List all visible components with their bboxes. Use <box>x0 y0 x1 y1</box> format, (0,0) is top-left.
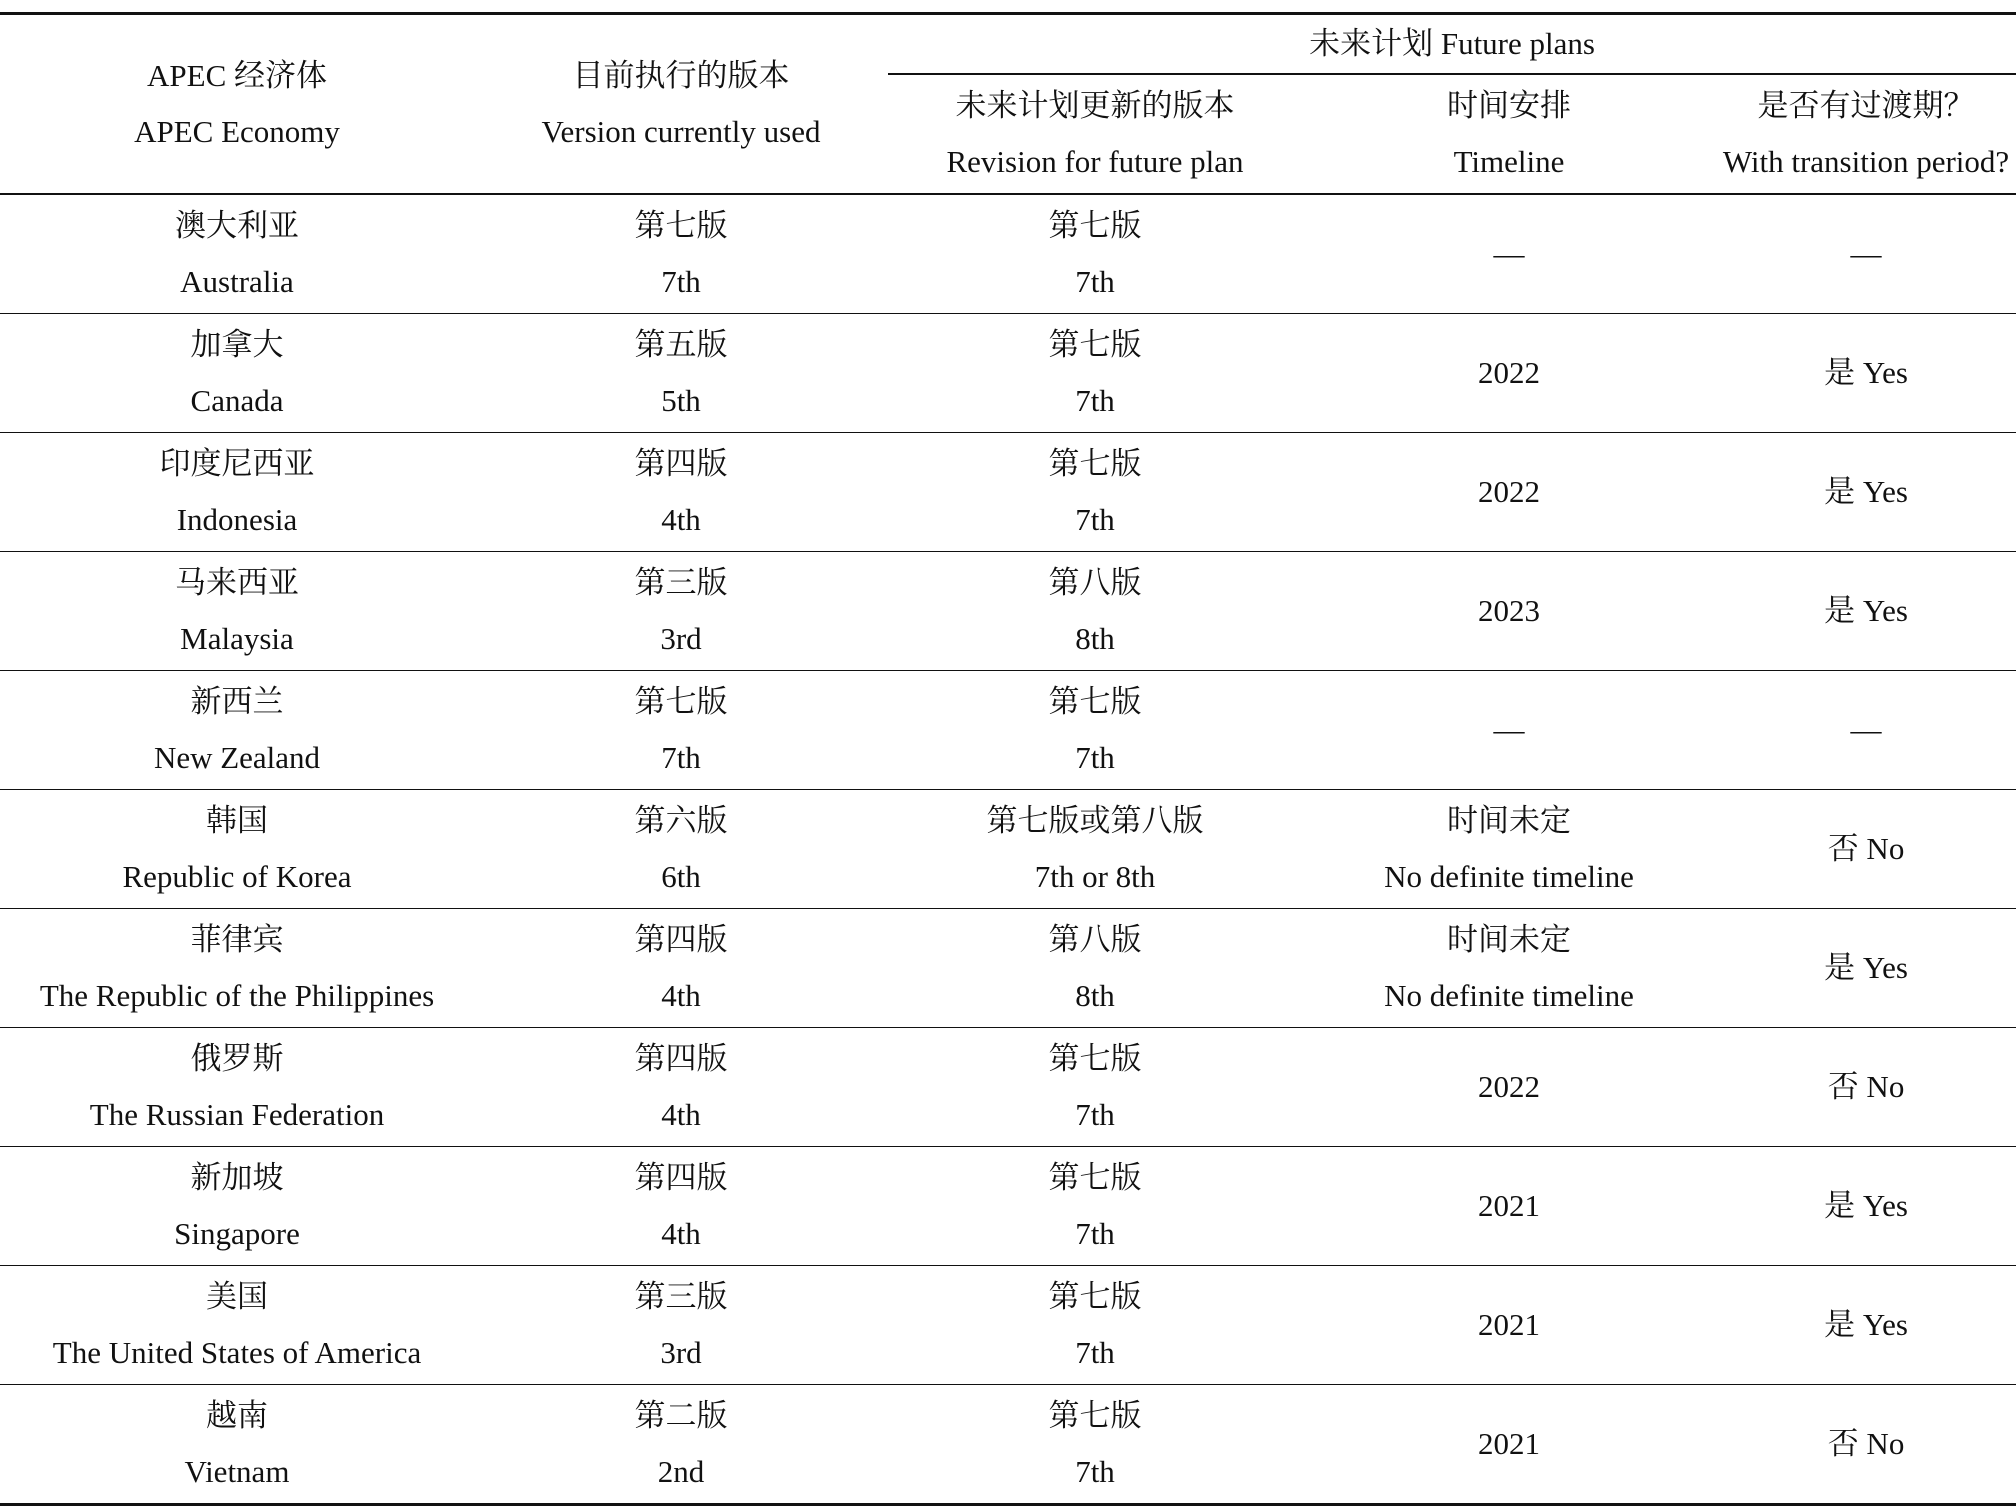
cell-current-version-cn: 第六版 <box>634 803 728 838</box>
cell-current-version-en: 2nd <box>657 1454 705 1489</box>
table-row <box>0 1266 2016 1385</box>
cell-economy-en: Australia <box>180 264 294 299</box>
cell-revision-cn: 第七版 <box>1048 1160 1142 1195</box>
cell-revision-cn: 第七版 <box>1048 446 1142 481</box>
cell-revision-en: 7th <box>1075 502 1115 537</box>
cell-current-version-cn: 第四版 <box>634 446 728 481</box>
table-header <box>0 14 2016 195</box>
cell-timeline-value: 2022 <box>1478 1069 1540 1104</box>
cell-economy <box>0 433 474 552</box>
table-row <box>0 671 2016 790</box>
cell-current-version-cn: 第四版 <box>634 922 728 957</box>
cell-transition <box>1716 1266 2016 1385</box>
cell-transition <box>1716 1028 2016 1147</box>
cell-timeline-value: 2021 <box>1478 1188 1540 1223</box>
cell-revision-cn: 第七版 <box>1048 208 1142 243</box>
cell-revision <box>888 194 1302 314</box>
cell-current-version-cn: 第二版 <box>634 1398 728 1433</box>
header-timeline-cn: 时间安排 <box>1447 88 1571 123</box>
cell-revision-cn: 第八版 <box>1048 565 1142 600</box>
cell-timeline <box>1302 1028 1716 1147</box>
cell-transition-value: 否 No <box>1827 1069 1905 1104</box>
cell-current-version <box>474 552 888 671</box>
cell-transition-value: 否 No <box>1827 831 1905 866</box>
table-row <box>0 194 2016 314</box>
cell-economy-cn: 新加坡 <box>190 1160 284 1195</box>
cell-transition-value: 是 Yes <box>1824 355 1908 390</box>
cell-revision-en: 8th <box>1075 978 1115 1013</box>
cell-timeline-value: 2022 <box>1478 474 1540 509</box>
cell-timeline <box>1302 552 1716 671</box>
cell-current-version-cn: 第三版 <box>634 1279 728 1314</box>
cell-current-version-cn: 第七版 <box>634 684 728 719</box>
header-current-version <box>474 14 888 195</box>
cell-timeline <box>1302 671 1716 790</box>
cell-current-version <box>474 1028 888 1147</box>
cell-revision-en: 7th <box>1075 1454 1115 1489</box>
cell-transition <box>1716 194 2016 314</box>
cell-economy-en: Singapore <box>174 1216 300 1251</box>
cell-economy-en: Republic of Korea <box>122 859 352 894</box>
cell-revision <box>888 552 1302 671</box>
cell-current-version <box>474 194 888 314</box>
cell-current-version <box>474 1266 888 1385</box>
cell-revision <box>888 909 1302 1028</box>
cell-timeline <box>1302 909 1716 1028</box>
header-timeline <box>1302 74 1716 194</box>
header-revision-en: Revision for future plan <box>946 144 1244 179</box>
cell-economy <box>0 909 474 1028</box>
header-transition <box>1716 74 2016 194</box>
cell-current-version-cn: 第四版 <box>634 1041 728 1076</box>
cell-timeline <box>1302 194 1716 314</box>
cell-current-version-en: 4th <box>661 502 701 537</box>
cell-economy-cn: 加拿大 <box>190 327 284 362</box>
cell-economy <box>0 1028 474 1147</box>
cell-economy-cn: 越南 <box>206 1398 268 1433</box>
table-row <box>0 314 2016 433</box>
cell-transition <box>1716 1385 2016 1505</box>
header-current-cn: 目前执行的版本 <box>572 58 790 93</box>
table-row <box>0 552 2016 671</box>
cell-revision-en: 8th <box>1075 621 1115 656</box>
cell-economy <box>0 790 474 909</box>
header-economy <box>0 14 474 195</box>
table-row <box>0 433 2016 552</box>
table-row <box>0 1028 2016 1147</box>
cell-revision <box>888 433 1302 552</box>
cell-revision <box>888 790 1302 909</box>
cell-transition-value: 是 Yes <box>1824 950 1908 985</box>
cell-revision-en: 7th <box>1075 1335 1115 1370</box>
cell-timeline-value: — <box>1493 712 1525 747</box>
cell-revision <box>888 314 1302 433</box>
cell-economy-en: New Zealand <box>153 740 321 775</box>
cell-transition <box>1716 790 2016 909</box>
cell-timeline-value: 2022 <box>1478 355 1540 390</box>
cell-revision-en: 7th <box>1075 1097 1115 1132</box>
cell-current-version-en: 7th <box>661 264 701 299</box>
cell-economy-cn: 菲律宾 <box>190 922 284 957</box>
cell-transition <box>1716 1147 2016 1266</box>
cell-revision-en: 7th <box>1075 264 1115 299</box>
cell-current-version <box>474 909 888 1028</box>
cell-revision <box>888 671 1302 790</box>
cell-current-version-cn: 第七版 <box>634 208 728 243</box>
cell-transition <box>1716 909 2016 1028</box>
header-revision <box>888 74 1302 194</box>
cell-timeline <box>1302 1147 1716 1266</box>
cell-economy-en: The United States of America <box>52 1335 422 1370</box>
cell-transition <box>1716 552 2016 671</box>
cell-transition <box>1716 671 2016 790</box>
cell-current-version-en: 3rd <box>660 1335 702 1370</box>
cell-revision-en: 7th <box>1075 383 1115 418</box>
cell-economy-cn: 俄罗斯 <box>190 1041 284 1076</box>
cell-current-version-en: 4th <box>661 1097 701 1132</box>
cell-revision-cn: 第七版 <box>1048 1279 1142 1314</box>
cell-current-version-cn: 第五版 <box>634 327 728 362</box>
header-economy-cn: APEC 经济体 <box>147 58 327 93</box>
cell-timeline <box>1302 314 1716 433</box>
cell-economy-en: Indonesia <box>176 502 298 537</box>
cell-current-version-en: 5th <box>661 383 701 418</box>
cell-transition-value: 是 Yes <box>1824 1188 1908 1223</box>
cell-timeline-en: No definite timeline <box>1384 859 1634 894</box>
cell-revision-cn: 第七版 <box>1048 327 1142 362</box>
table-row <box>0 790 2016 909</box>
cell-timeline <box>1302 433 1716 552</box>
cell-economy-en: Canada <box>190 383 284 418</box>
cell-revision <box>888 1147 1302 1266</box>
header-future-plans: 未来计划 Future plans <box>888 14 2016 75</box>
cell-revision-cn: 第七版 <box>1048 684 1142 719</box>
cell-revision-cn: 第七版 <box>1048 1041 1142 1076</box>
cell-timeline-cn: 时间未定 <box>1447 922 1571 957</box>
cell-current-version-cn: 第四版 <box>634 1160 728 1195</box>
header-transition-en: With transition period? <box>1722 144 2010 179</box>
cell-current-version-en: 4th <box>661 1216 701 1251</box>
cell-revision <box>888 1266 1302 1385</box>
cell-economy-cn: 印度尼西亚 <box>159 446 315 481</box>
cell-current-version-en: 4th <box>661 978 701 1013</box>
header-current-en: Version currently used <box>541 114 821 149</box>
cell-transition <box>1716 433 2016 552</box>
cell-timeline-value: 2021 <box>1478 1426 1540 1461</box>
cell-revision-cn: 第八版 <box>1048 922 1142 957</box>
cell-transition-value: — <box>1850 712 1882 747</box>
table-row <box>0 1147 2016 1266</box>
header-economy-en: APEC Economy <box>134 114 340 149</box>
cell-economy-cn: 新西兰 <box>190 684 284 719</box>
cell-economy-en: Malaysia <box>180 621 294 656</box>
cell-current-version <box>474 790 888 909</box>
cell-revision-en: 7th <box>1075 1216 1115 1251</box>
cell-timeline-value: 2021 <box>1478 1307 1540 1342</box>
header-timeline-en: Timeline <box>1453 144 1565 179</box>
cell-economy <box>0 314 474 433</box>
cell-transition-value: 是 Yes <box>1824 1307 1908 1342</box>
cell-revision-en: 7th or 8th <box>1034 859 1156 894</box>
cell-transition-value: 是 Yes <box>1824 593 1908 628</box>
cell-economy <box>0 1385 474 1505</box>
apec-version-table <box>0 12 2016 1506</box>
cell-transition-value: 否 No <box>1827 1426 1905 1461</box>
cell-economy <box>0 671 474 790</box>
header-transition-cn: 是否有过渡期？ <box>1757 88 1975 123</box>
cell-timeline-en: No definite timeline <box>1384 978 1634 1013</box>
cell-economy-en: The Russian Federation <box>89 1097 385 1132</box>
cell-timeline-value: 2023 <box>1478 593 1540 628</box>
cell-current-version-en: 7th <box>661 740 701 775</box>
cell-revision <box>888 1028 1302 1147</box>
table-row <box>0 909 2016 1028</box>
cell-economy-cn: 韩国 <box>206 803 268 838</box>
cell-timeline-value: — <box>1493 236 1525 271</box>
cell-transition <box>1716 314 2016 433</box>
cell-timeline <box>1302 1385 1716 1505</box>
table-body <box>0 194 2016 1505</box>
cell-economy-cn: 美国 <box>206 1279 268 1314</box>
cell-current-version <box>474 1147 888 1266</box>
cell-current-version <box>474 1385 888 1505</box>
cell-revision-en: 7th <box>1075 740 1115 775</box>
cell-revision <box>888 1385 1302 1505</box>
cell-transition-value: — <box>1850 236 1882 271</box>
cell-revision-cn: 第七版 <box>1048 1398 1142 1433</box>
cell-current-version <box>474 433 888 552</box>
cell-current-version-en: 3rd <box>660 621 702 656</box>
cell-economy-en: The Republic of the Philippines <box>39 978 435 1013</box>
cell-current-version <box>474 314 888 433</box>
cell-economy-en: Vietnam <box>184 1454 290 1489</box>
cell-current-version-en: 6th <box>661 859 701 894</box>
cell-revision-cn: 第七版或第八版 <box>986 803 1204 838</box>
cell-current-version <box>474 671 888 790</box>
cell-transition-value: 是 Yes <box>1824 474 1908 509</box>
cell-timeline-cn: 时间未定 <box>1447 803 1571 838</box>
cell-current-version-cn: 第三版 <box>634 565 728 600</box>
table-row <box>0 1385 2016 1505</box>
cell-economy-cn: 澳大利亚 <box>175 208 299 243</box>
cell-timeline <box>1302 790 1716 909</box>
cell-economy <box>0 552 474 671</box>
cell-economy-cn: 马来西亚 <box>175 565 299 600</box>
header-revision-cn: 未来计划更新的版本 <box>955 88 1235 123</box>
cell-economy <box>0 1266 474 1385</box>
cell-economy <box>0 194 474 314</box>
cell-timeline <box>1302 1266 1716 1385</box>
cell-economy <box>0 1147 474 1266</box>
